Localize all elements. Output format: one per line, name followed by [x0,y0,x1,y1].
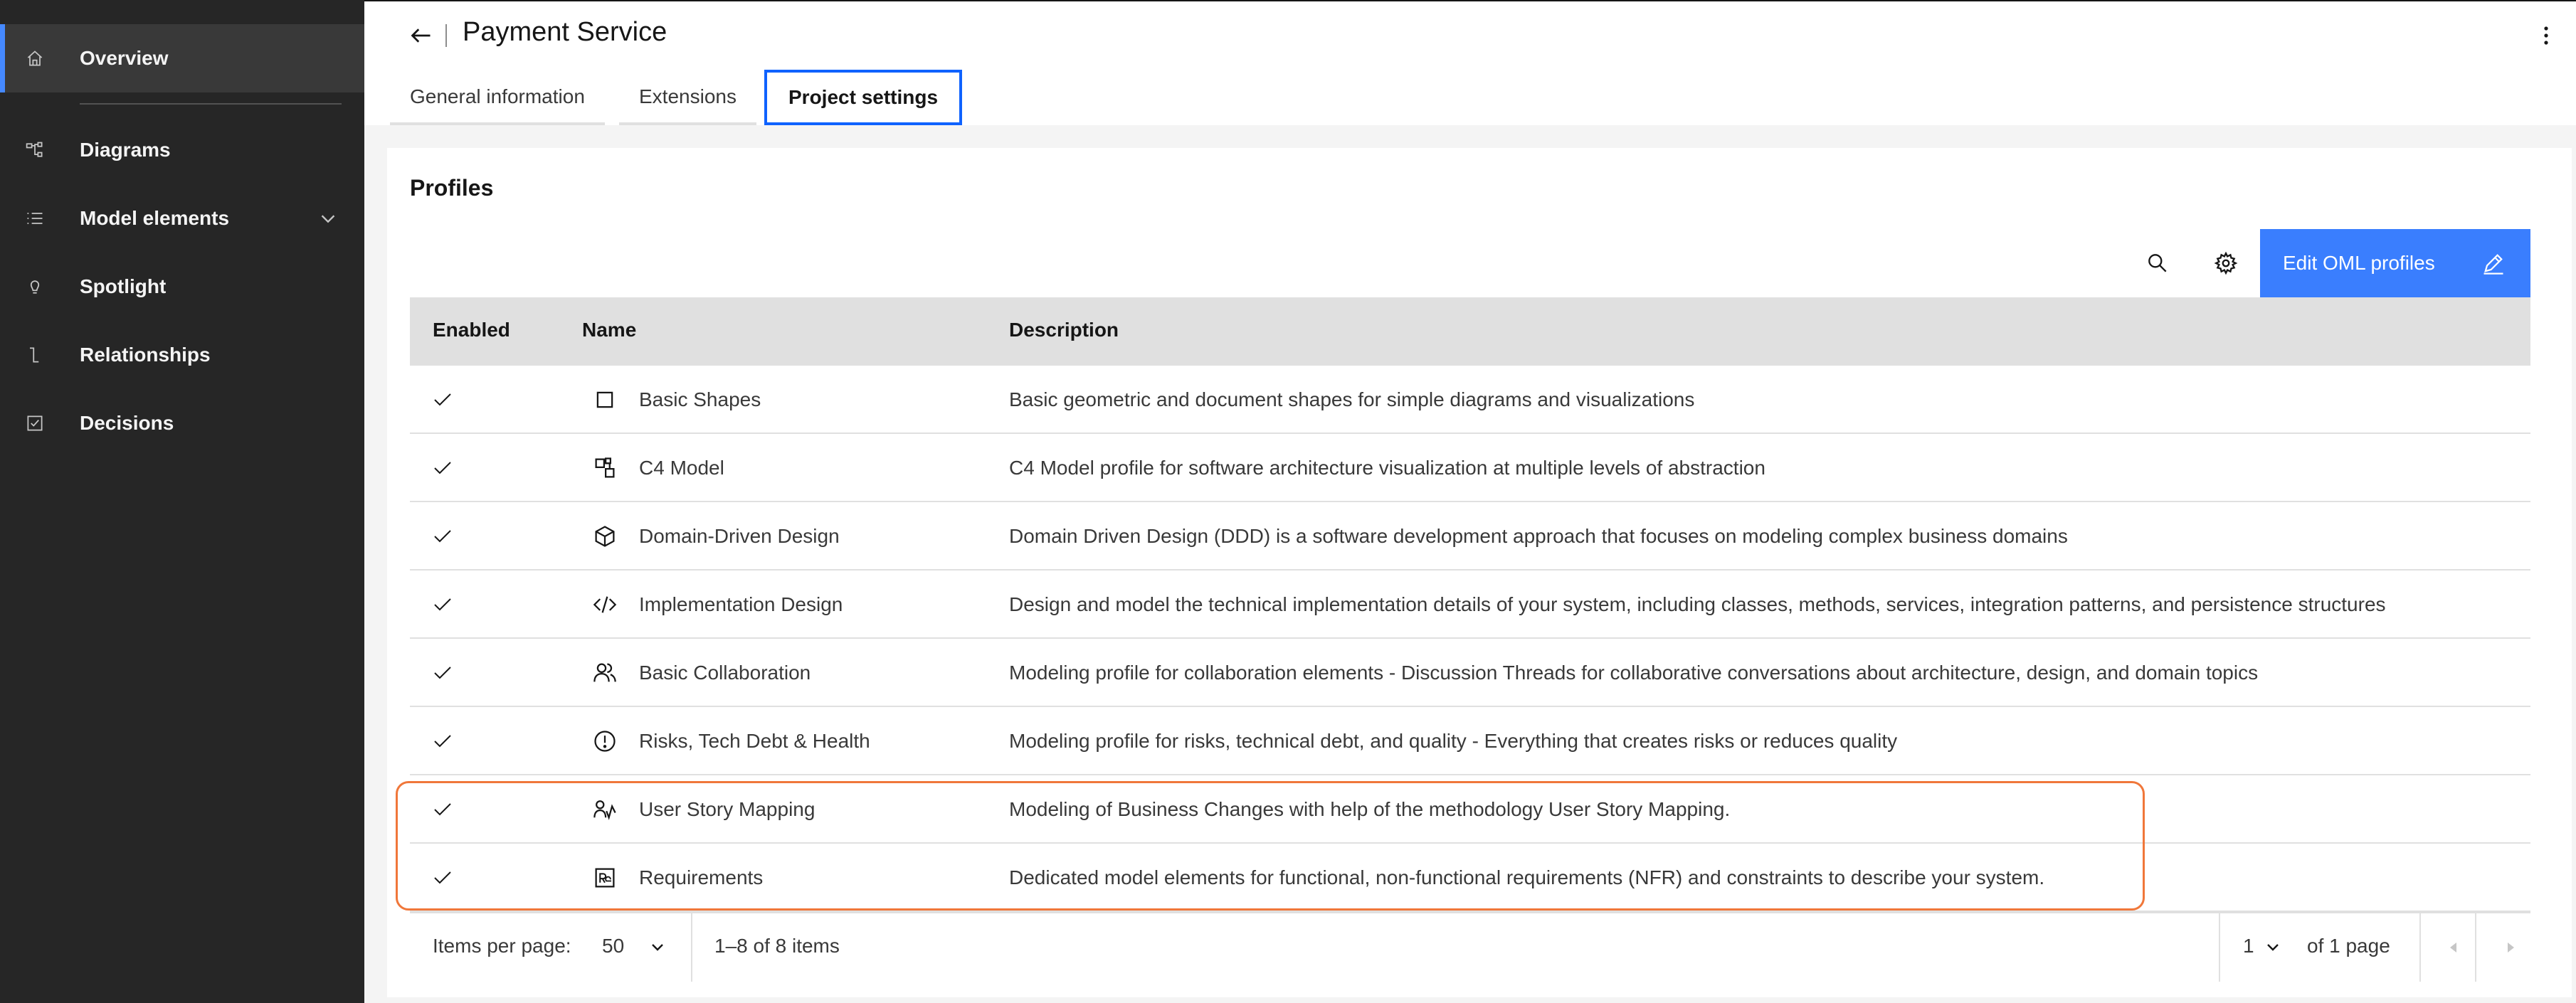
diagram-icon [24,139,46,161]
profile-name: Implementation Design [639,593,843,615]
profile-description: C4 Model profile for software architecture visualization at multiple levels of abstraction [1009,457,1765,479]
items-range: 1–8 of 8 items [714,935,840,957]
tab-project-settings[interactable]: Project settings [764,70,962,125]
profile-description: Design and model the technical implementation details of your system, including classes, methods, services, integration patterns, and persistence structures [1009,593,2386,615]
profile-description: Basic geometric and document shapes for simple diagrams and visualizations [1009,388,1695,410]
tab-general-information[interactable]: General information [390,71,605,125]
arrow-left-icon[interactable] [407,21,436,50]
column-header-name[interactable]: Name [582,319,637,341]
checkbox-icon [24,413,46,434]
sidebar-item-label: Relationships [80,344,211,366]
settings-button[interactable] [2210,245,2242,282]
sidebar-item-label: Spotlight [80,275,167,297]
checkmark-icon [431,595,454,615]
square-icon [592,387,618,413]
pagination-divider [2219,913,2220,982]
pagination-divider [2419,913,2421,982]
requirements-icon [592,865,618,891]
profile-name: Risks, Tech Debt & Health [639,730,870,752]
search-icon [2145,251,2170,275]
items-per-page-label: Items per page: [433,935,571,957]
table-row[interactable] [410,707,2530,775]
edit-oml-profiles-button[interactable] [2260,229,2530,297]
title-separator [445,24,447,47]
profile-name: C4 Model [639,457,724,479]
pagination-divider [691,913,692,982]
profile-description: Modeling of Business Changes with help of the methodology User Story Mapping. [1009,798,1731,820]
user-story-icon [592,797,618,822]
sidebar-item-label: Overview [80,47,169,69]
sidebar-divider [80,103,342,105]
tab-extensions[interactable]: Extensions [619,71,756,125]
sidebar-item-decisions[interactable] [0,389,364,457]
checkmark-icon [431,800,454,819]
caret-right-icon[interactable] [2501,938,2520,957]
home-icon [24,48,46,69]
profile-name: User Story Mapping [639,798,815,820]
relationship-icon [24,344,46,366]
column-header-enabled[interactable]: Enabled [433,319,510,341]
checkmark-icon [431,526,454,546]
checkmark-icon [431,663,454,683]
profile-description: Modeling profile for collaboration elements - Discussion Threads for collaborative conversations about architecture, design, and domain topics [1009,662,2259,684]
user-group-icon [592,660,618,686]
column-header-description[interactable]: Description [1009,319,1119,341]
gear-icon [2214,251,2238,275]
caret-left-icon[interactable] [2444,938,2464,957]
sidebar [0,0,364,1003]
profile-description: Modeling profile for risks, technical debt, and quality - Everything that creates risks or reduces quality [1009,730,1898,752]
sidebar-item-label: Diagrams [80,139,171,161]
checkmark-icon [431,458,454,478]
code-icon [592,592,618,617]
table-row[interactable] [410,639,2530,707]
profile-name: Domain-Driven Design [639,525,840,547]
checkmark-icon [431,390,454,410]
chevron-down-icon[interactable] [648,938,667,957]
page-select[interactable]: 1 [2243,935,2254,957]
profile-name: Basic Collaboration [639,662,811,684]
sidebar-item-relationships[interactable] [0,321,364,389]
sidebar-item-spotlight[interactable] [0,253,364,321]
warning-circle-icon [592,728,618,754]
sidebar-item-label: Decisions [80,412,174,434]
table-row[interactable] [410,775,2530,844]
page-total: of 1 page [2307,935,2390,957]
table-row[interactable] [410,366,2530,434]
sidebar-item-overview[interactable] [0,24,364,92]
pagination-bar [410,912,2530,980]
pagination-divider [2475,913,2476,982]
items-per-page-select[interactable]: 50 [602,935,625,957]
profile-name: Basic Shapes [639,388,761,410]
list-icon [24,208,46,229]
table-header [410,297,2530,366]
pencil-icon [2481,250,2506,276]
search-button[interactable] [2142,245,2173,282]
chevron-down-icon[interactable] [2263,938,2283,957]
table-row[interactable] [410,502,2530,571]
table-row[interactable] [410,571,2530,639]
section-heading: Profiles [410,175,494,201]
lightbulb-icon [24,276,46,297]
page-title: Payment Service [463,17,667,47]
profile-name: Requirements [639,866,764,888]
table-row[interactable] [410,844,2530,912]
profile-description: Domain Driven Design (DDD) is a software development approach that focuses on modeling complex business domains [1009,525,2068,547]
table-row[interactable] [410,434,2530,502]
chevron-down-icon[interactable] [317,208,339,229]
checkmark-icon [431,731,454,751]
checkmark-icon [431,868,454,888]
overflow-menu-icon[interactable] [2535,23,2557,48]
sidebar-item-model-elements[interactable] [0,184,364,253]
edit-button-label: Edit OML profiles [2283,252,2435,274]
cube-icon [592,524,618,549]
profile-description: Dedicated model elements for functional, non-functional requirements (NFR) and constraints to describe your system. [1009,866,2045,888]
sidebar-item-label: Model elements [80,207,230,229]
sidebar-item-diagrams[interactable] [0,116,364,184]
c4-model-icon [592,455,618,481]
